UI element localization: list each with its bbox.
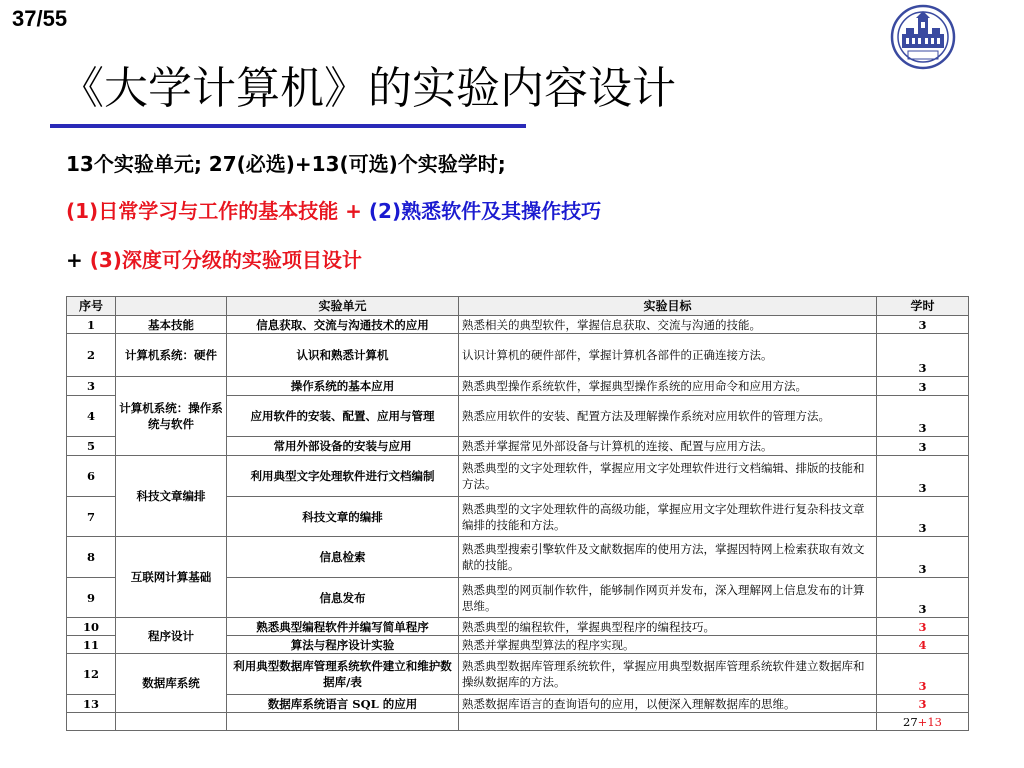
row-hours: 4: [877, 636, 969, 654]
row-unit: 数据库系统语言 SQL 的应用: [227, 695, 459, 713]
row-goal: 熟悉典型的网页制作软件，能够制作网页并发布，深入理解网上信息发布的计算思维。: [459, 578, 877, 618]
row-unit: 利用典型文字处理软件进行文档编制: [227, 456, 459, 497]
table-row: [67, 456, 969, 497]
row-unit: 利用典型数据库管理系统软件建立和维护数据库/表: [227, 654, 459, 695]
row-category: 程序设计: [116, 618, 227, 654]
table-row: [67, 316, 969, 334]
row-unit: 熟悉典型编程软件并编写简单程序: [227, 618, 459, 636]
row-goal: 认识计算机的硬件部件，掌握计算机各部件的正确连接方法。: [459, 334, 877, 377]
row-category: 基本技能: [116, 316, 227, 334]
page-title: 《大学计算机》的实验内容设计: [60, 63, 676, 114]
summary-line-2: [66, 195, 601, 224]
header-hours: 学时: [877, 297, 969, 316]
row-hours: 3: [877, 437, 969, 456]
row-hours: 3: [877, 695, 969, 713]
row-category: 计算机系统：操作系统与软件: [116, 377, 227, 456]
table-row: [67, 618, 969, 636]
row-unit: 算法与程序设计实验: [227, 636, 459, 654]
row-hours: 3: [877, 618, 969, 636]
summary-line-1: 13个实验单元; 27(必选)+13(可选)个实验学时;: [66, 152, 506, 176]
row-goal: 熟悉典型的文字处理软件，掌握应用文字处理软件进行文档编辑、排版的技能和方法。: [459, 456, 877, 497]
row-goal: 熟悉典型的文字处理软件的高级功能，掌握应用文字处理软件进行复杂科技文章编排的技能和方法。: [459, 497, 877, 537]
row-hours: 3: [877, 537, 969, 578]
header-unit: 实验单元: [227, 297, 459, 316]
row-hours: 3: [877, 654, 969, 695]
experiment-table: [66, 296, 969, 731]
row-hours: 3: [877, 334, 969, 377]
row-category: 计算机系统：硬件: [116, 334, 227, 377]
skill-project-text: (3)深度可分级的实验项目设计: [89, 248, 362, 272]
row-no: 13: [67, 695, 116, 713]
row-unit: 操作系统的基本应用: [227, 377, 459, 396]
row-unit: 信息检索: [227, 537, 459, 578]
table-row: [67, 537, 969, 578]
plus-sign: +: [338, 199, 369, 223]
title-underline: [50, 124, 526, 128]
row-no: 5: [67, 437, 116, 456]
total-required: 27: [903, 715, 918, 729]
skill-basic-text: (1)日常学习与工作的基本技能: [66, 199, 339, 223]
plus-sign: +: [66, 248, 90, 272]
row-no: 1: [67, 316, 116, 334]
row-category: 科技文章编排: [116, 456, 227, 537]
table-header-row: [67, 297, 969, 316]
row-no: 8: [67, 537, 116, 578]
row-goal: 熟悉相关的典型软件，掌握信息获取、交流与沟通的技能。: [459, 316, 877, 334]
row-hours: 3: [877, 316, 969, 334]
row-unit: 认识和熟悉计算机: [227, 334, 459, 377]
total-hours: [877, 713, 969, 731]
row-no: 6: [67, 456, 116, 497]
row-hours: 3: [877, 377, 969, 396]
row-hours: 3: [877, 497, 969, 537]
table-row: [67, 654, 969, 695]
row-goal: 熟悉并掌握典型算法的程序实现。: [459, 636, 877, 654]
row-unit: 信息发布: [227, 578, 459, 618]
header-category: [116, 297, 227, 316]
university-seal-logo: [882, 4, 964, 70]
row-unit: 应用软件的安装、配置、应用与管理: [227, 396, 459, 437]
row-hours: 3: [877, 396, 969, 437]
header-no: 序号: [67, 297, 116, 316]
row-goal: 熟悉典型搜索引擎软件及文献数据库的使用方法，掌握因特网上检索获取有效文献的技能。: [459, 537, 877, 578]
header-goal: 实验目标: [459, 297, 877, 316]
row-category: 互联网计算基础: [116, 537, 227, 618]
skill-software-text: (2)熟悉软件及其操作技巧: [368, 199, 602, 223]
row-no: 7: [67, 497, 116, 537]
total-plus: +: [917, 715, 928, 729]
row-unit: 常用外部设备的安装与应用: [227, 437, 459, 456]
row-unit: 信息获取、交流与沟通技术的应用: [227, 316, 459, 334]
seal-icon: [882, 4, 964, 70]
table-row: [67, 334, 969, 377]
row-no: 4: [67, 396, 116, 437]
row-goal: 熟悉典型操作系统软件，掌握典型操作系统的应用命令和应用方法。: [459, 377, 877, 396]
row-goal: 熟悉应用软件的安装、配置方法及理解操作系统对应用软件的管理方法。: [459, 396, 877, 437]
row-goal: 熟悉数据库语言的查询语句的应用，以便深入理解数据库的思维。: [459, 695, 877, 713]
page-number: 37/55: [12, 6, 68, 31]
total-optional: 13: [927, 715, 942, 729]
row-no: 3: [67, 377, 116, 396]
row-no: 2: [67, 334, 116, 377]
row-hours: 3: [877, 456, 969, 497]
row-no: 11: [67, 636, 116, 654]
row-no: 9: [67, 578, 116, 618]
row-goal: 熟悉典型数据库管理系统软件，掌握应用典型数据库管理系统软件建立数据库和操纵数据库的方法。: [459, 654, 877, 695]
row-goal: 熟悉并掌握常见外部设备与计算机的连接、配置与应用方法。: [459, 437, 877, 456]
summary-line-3: [66, 244, 362, 273]
row-unit: 科技文章的编排: [227, 497, 459, 537]
row-category: 数据库系统: [116, 654, 227, 713]
row-no: 12: [67, 654, 116, 695]
row-hours: 3: [877, 578, 969, 618]
row-goal: 熟悉典型的编程软件，掌握典型程序的编程技巧。: [459, 618, 877, 636]
row-no: 10: [67, 618, 116, 636]
table-row: [67, 377, 969, 396]
table-total-row: [67, 713, 969, 731]
